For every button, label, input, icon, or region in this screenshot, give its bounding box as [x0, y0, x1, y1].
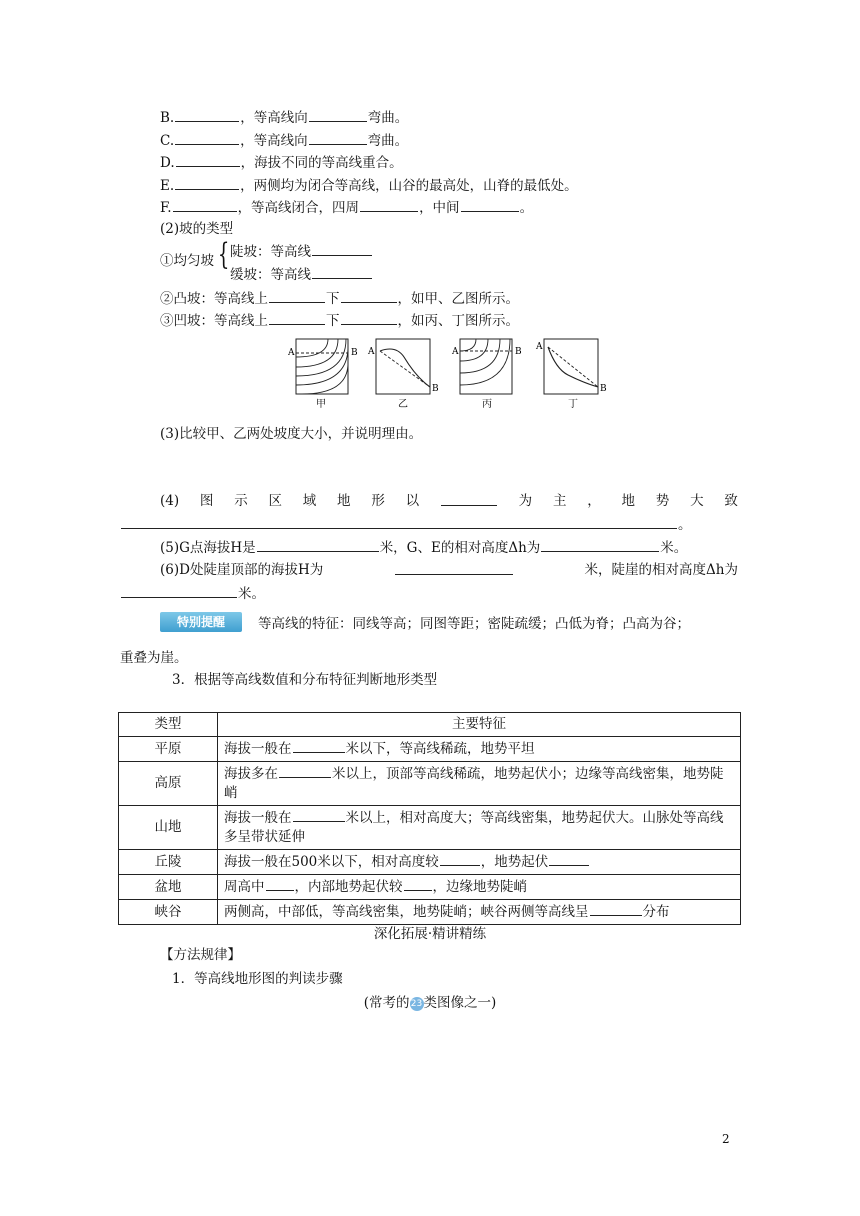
header-type: 类型	[119, 713, 218, 737]
text: 致	[724, 493, 738, 509]
text: 弯曲。	[367, 133, 409, 149]
step-1: 1．等高线地形图的判读步骤	[172, 971, 343, 987]
text: 下	[326, 313, 340, 329]
question-6-line2	[120, 584, 265, 603]
slope-figures	[288, 335, 618, 411]
cell-feature	[218, 762, 741, 806]
terrain-feature-table	[118, 712, 741, 925]
label-e: E.	[160, 178, 175, 194]
blank	[341, 289, 397, 303]
figure-jia	[288, 339, 358, 410]
line-d	[160, 153, 403, 172]
text: 势	[655, 493, 670, 509]
common-figure-note	[0, 994, 860, 1012]
point-b: B	[432, 384, 439, 394]
question-6	[160, 561, 738, 579]
blank	[279, 764, 331, 778]
cell-feature	[218, 737, 741, 762]
section-3-heading: 3．根据等高线数值和分布特征判断地形类型	[172, 672, 438, 688]
figure-label-ding: 丁	[568, 399, 578, 410]
label-c: C.	[160, 133, 175, 149]
cell-type: 盆地	[119, 875, 218, 900]
figure-ding	[535, 339, 607, 410]
cell-type: 山地	[119, 806, 218, 850]
cell-type: 丘陵	[119, 850, 218, 875]
point-b: B	[351, 348, 358, 358]
blank	[266, 877, 294, 891]
blank	[121, 584, 237, 598]
text: 示	[234, 493, 248, 509]
text: 周高中	[224, 879, 265, 895]
slope-heading: (2)坡的类型	[160, 221, 234, 237]
brace: {	[217, 237, 230, 272]
blank	[175, 131, 239, 145]
text: (常考的	[363, 995, 410, 1011]
text: 地	[337, 493, 351, 509]
blank	[461, 198, 519, 212]
tip-text-1: 等高线的特征：同线等高；同图等距；密陡疏缓；凸低为脊；凸高为谷；	[258, 616, 690, 632]
text: (6)D处陡崖顶部的海拔H为	[160, 562, 324, 578]
text: 缓坡：等高线	[230, 267, 311, 283]
text: ，等高线向	[240, 133, 308, 149]
header-feature: 主要特征	[218, 713, 741, 737]
text: 米，陡崖的相对高度Δh为	[584, 562, 738, 578]
convex-slope	[160, 289, 519, 308]
text: (4)	[160, 493, 180, 509]
blank	[590, 902, 642, 916]
text: ，等高线向	[240, 110, 308, 126]
blank	[404, 877, 432, 891]
text: 弯曲。	[367, 110, 409, 126]
cell-feature	[218, 806, 741, 850]
text: ③凹坡：等高线上	[160, 313, 268, 329]
text: ，两侧均为闭合等高线，山谷的最高处，山脊的最低处。	[240, 178, 578, 194]
table-row	[119, 850, 741, 875]
text: 地	[621, 493, 635, 509]
cell-type: 高原	[119, 762, 218, 806]
cell-type: 峡谷	[119, 900, 218, 925]
text: 主	[552, 493, 567, 509]
point-b: B	[515, 347, 522, 357]
figure-bing	[451, 339, 522, 410]
blank	[173, 198, 237, 212]
line-b	[160, 108, 408, 127]
cell-type: 平原	[119, 737, 218, 762]
blank	[269, 311, 325, 325]
text: 海拔一般在500米以下，相对高度较	[224, 854, 439, 870]
text: 米以上，相对高度大；等高线密集，地势起伏大。山脉处等高线多呈带状延伸	[224, 810, 724, 845]
text: 海拔一般在	[224, 810, 292, 826]
cell-feature	[218, 850, 741, 875]
text: 米以下，等高线稀疏，地势平坦	[345, 741, 535, 757]
question-4-line2	[120, 515, 692, 534]
blank	[312, 242, 372, 256]
blank	[341, 311, 397, 325]
table-row	[119, 737, 741, 762]
text: ②凸坡：等高线上	[160, 291, 268, 307]
blank	[175, 108, 239, 122]
label-d: D.	[160, 155, 175, 171]
steep-slope	[230, 242, 373, 261]
text: 区	[268, 493, 282, 509]
number-badge: 23	[410, 998, 423, 1009]
question-3: (3)比较甲、乙两处坡度大小，并说明理由。	[160, 426, 423, 442]
label-b: B.	[160, 110, 175, 126]
question-4	[160, 492, 738, 510]
text: 分布	[642, 904, 670, 920]
text: ，如丙、丁图所示。	[397, 313, 519, 329]
method-heading: 【方法规律】	[160, 947, 241, 963]
blank	[257, 538, 379, 552]
label-f: F.	[160, 200, 172, 216]
table-row	[119, 762, 741, 806]
table-row	[119, 900, 741, 925]
text: ，地势起伏	[480, 854, 549, 870]
blank	[541, 538, 659, 552]
question-5	[160, 538, 687, 557]
line-c	[160, 131, 408, 150]
text: ，	[587, 493, 601, 509]
text: ，海拔不同的等高线重合。	[240, 155, 403, 171]
tip-text-2: 重叠为崖。	[120, 650, 188, 666]
text: 米。	[238, 586, 265, 602]
text: 海拔一般在	[224, 741, 292, 757]
text: 域	[302, 493, 317, 509]
page-number: 2	[722, 1132, 730, 1146]
blank	[312, 265, 372, 279]
blank	[395, 561, 513, 575]
text: 图	[199, 493, 214, 509]
point-a: A	[288, 348, 295, 358]
blank	[441, 492, 497, 506]
text: 。	[519, 200, 534, 216]
blank	[176, 153, 240, 167]
text: ，如甲、乙图所示。	[397, 291, 519, 307]
text: 米。	[660, 540, 688, 556]
gentle-slope	[230, 265, 373, 284]
point-a: A	[536, 342, 543, 352]
text: (5)G点海拔H是	[160, 540, 256, 556]
blank	[175, 176, 239, 190]
blank	[440, 852, 480, 866]
figure-label-yi: 乙	[398, 399, 408, 410]
text: ，内部地势起伏较	[294, 879, 403, 895]
blank	[293, 739, 345, 753]
blank	[309, 131, 367, 145]
uniform-slope-label: ①均匀坡	[160, 253, 214, 269]
text: 两侧高，中部低，等高线密集，地势陡峭；峡谷两侧等高线呈	[224, 904, 589, 920]
blank	[360, 198, 418, 212]
point-a: A	[368, 347, 375, 357]
line-f	[160, 198, 533, 217]
text: ，边缘地势陡峭	[432, 879, 527, 895]
point-a: A	[452, 347, 459, 357]
text: 大	[690, 493, 704, 509]
table-row	[119, 875, 741, 900]
figure-label-bing: 丙	[482, 399, 492, 410]
section-title: 深化拓展·精讲精练	[373, 926, 487, 942]
text: 下	[326, 291, 340, 307]
blank	[269, 289, 325, 303]
table-row	[119, 806, 741, 850]
blank	[549, 852, 589, 866]
blank	[293, 808, 345, 822]
cell-feature	[218, 900, 741, 925]
special-reminder-badge: 特别提醒	[160, 612, 242, 632]
blank	[309, 108, 367, 122]
cell-feature	[218, 875, 741, 900]
text: 形	[371, 493, 385, 509]
text: 海拔多在	[224, 766, 278, 782]
text: ，中间	[419, 200, 460, 216]
point-b: B	[600, 384, 607, 394]
figure-label-jia: 甲	[316, 399, 326, 410]
text: ，等高线闭合，四周	[237, 200, 360, 216]
blank	[121, 515, 677, 529]
text: 陡坡：等高线	[230, 244, 311, 260]
concave-slope	[160, 311, 519, 330]
text: 米，G、E的相对高度Δh为	[379, 540, 541, 556]
text: 。	[678, 517, 692, 533]
line-e	[160, 176, 578, 195]
text: 米以上，顶部等高线稀疏，地势起伏小；边缘等高线密集，地势陡峭	[224, 766, 724, 801]
text: 类图像之一)	[423, 995, 497, 1011]
figure-yi	[367, 339, 439, 410]
text: 为	[518, 493, 533, 509]
text: 以	[405, 493, 420, 509]
table-header-row	[119, 713, 741, 737]
